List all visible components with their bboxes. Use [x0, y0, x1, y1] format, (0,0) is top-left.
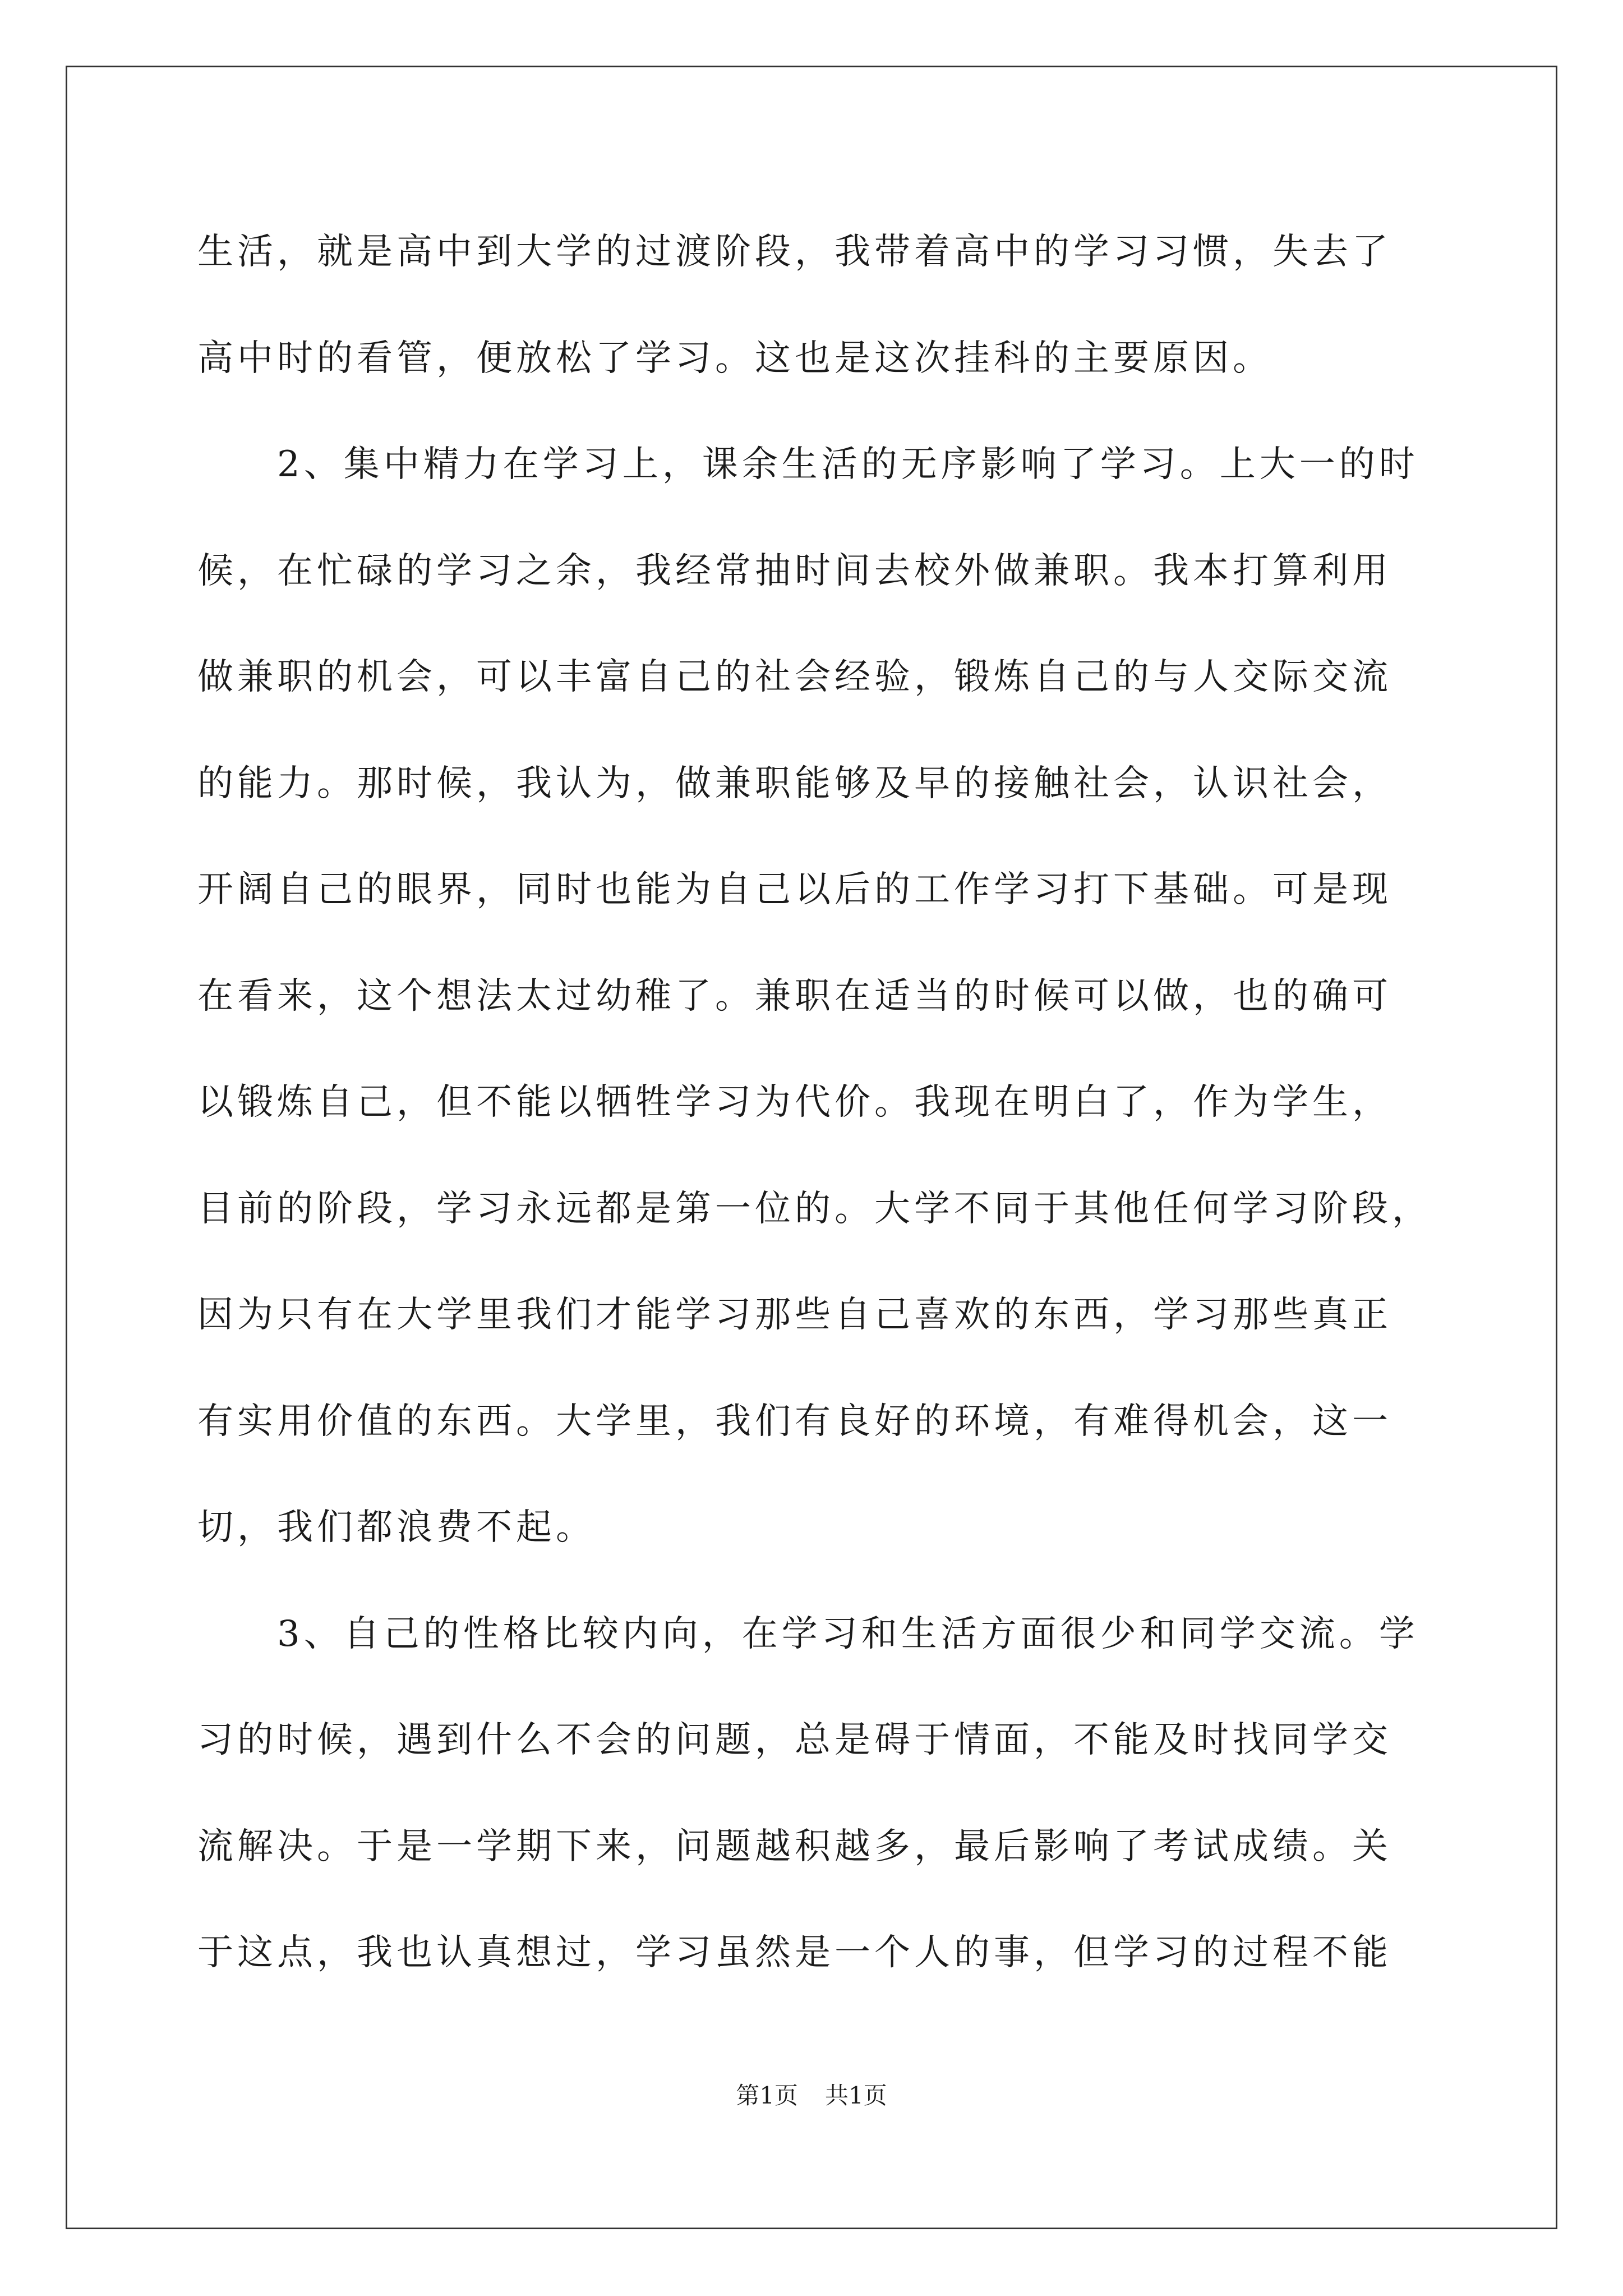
text-line: 习的时候，遇到什么不会的问题，总是碍于情面，不能及时找同学交 [197, 1719, 1392, 1761]
page-footer [0, 2079, 1623, 2113]
text-line: 2、集中精力在学习上，课余生活的无序影响了学习。上大一的时 [197, 444, 1419, 485]
text-line: 有实用价值的东西。大学里，我们有良好的环境，有难得机会，这一 [197, 1400, 1392, 1442]
text-line: 做兼职的机会，可以丰富自己的社会经验，锻炼自己的与人交际交流 [197, 656, 1392, 698]
text-line: 生活，就是高中到大学的过渡阶段，我带着高中的学习习惯，失去了 [197, 231, 1392, 273]
text-line: 因为只有在大学里我们才能学习那些自己喜欢的东西，学习那些真正 [197, 1294, 1392, 1336]
text-line: 以锻炼自己，但不能以牺牲学习为代价。我现在明白了，作为学生， [197, 1082, 1392, 1123]
text-line: 高中时的看管，便放松了学习。这也是这次挂科的主要原因。 [197, 337, 1272, 379]
text-line: 候，在忙碌的学习之余，我经常抽时间去校外做兼职。我本打算利用 [197, 550, 1392, 592]
text-line: 于这点，我也认真想过，学习虽然是一个人的事，但学习的过程不能 [197, 1932, 1392, 1973]
page-total: 共1页 [825, 2082, 887, 2109]
page-number: 第1页 [736, 2082, 798, 2109]
text-line: 3、自己的性格比较内向，在学习和生活方面很少和同学交流。学 [197, 1613, 1419, 1655]
text-line: 开阔自己的眼界，同时也能为自己以后的工作学习打下基础。可是现 [197, 869, 1392, 910]
text-line: 切，我们都浪费不起。 [197, 1507, 596, 1548]
text-line: 流解决。于是一学期下来，问题越积越多，最后影响了考试成绩。关 [197, 1825, 1392, 1867]
text-line: 在看来，这个想法太过幼稚了。兼职在适当的时候可以做，也的确可 [197, 975, 1392, 1017]
text-line: 的能力。那时候，我认为，做兼职能够及早的接触社会，认识社会， [197, 762, 1392, 804]
text-line: 目前的阶段，学习永远都是第一位的。大学不同于其他任何学习阶段， [197, 1188, 1432, 1230]
document-body [197, 199, 1454, 2007]
